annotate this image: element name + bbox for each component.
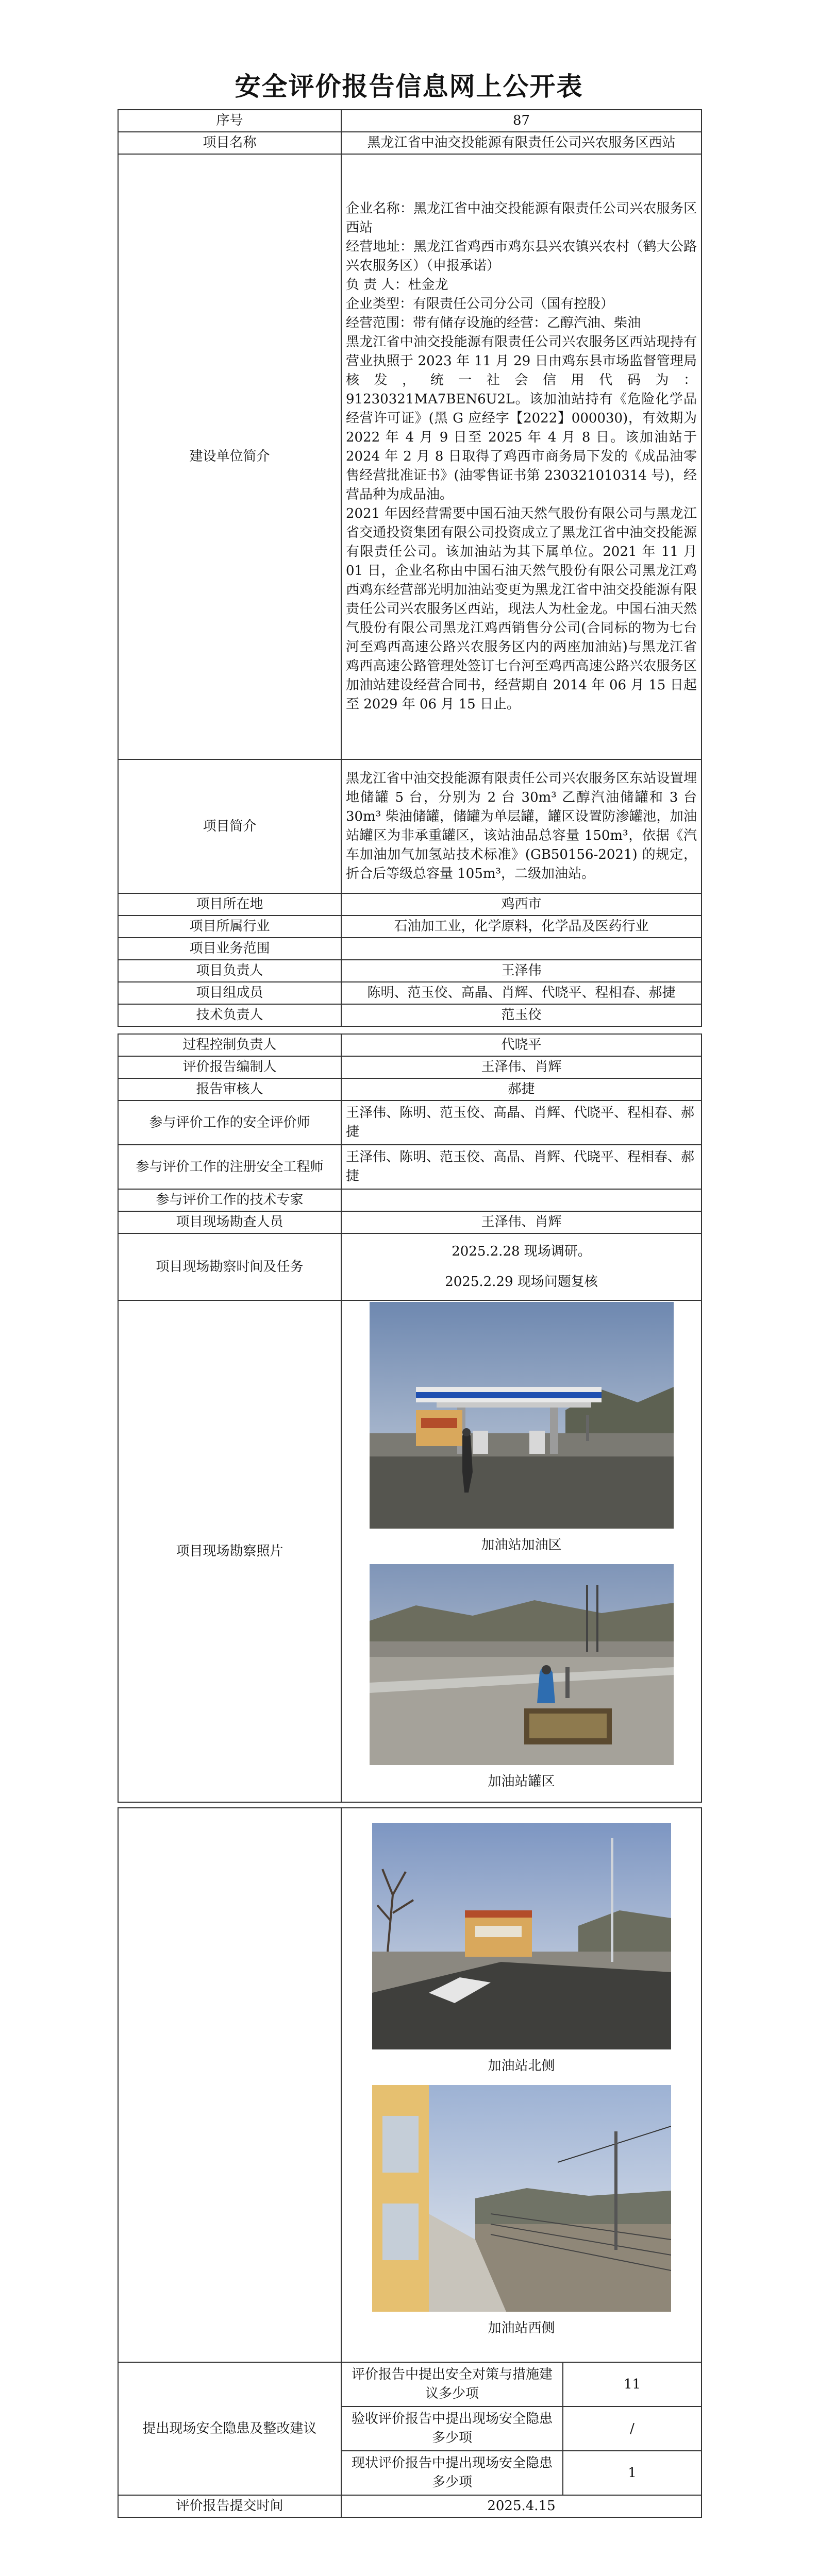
survey-line-1: 2025.2.28 现场调研。 [452, 1244, 591, 1259]
experts-value [341, 1189, 702, 1211]
engineers-value: 王泽伟、陈明、范玉佼、高晶、肖辉、代晓平、程相春、郝捷 [341, 1145, 702, 1189]
evaluators-value: 王泽伟、陈明、范玉佼、高晶、肖辉、代晓平、程相春、郝捷 [341, 1100, 702, 1145]
writers-label: 评价报告编制人 [118, 1056, 341, 1078]
photo-caption-north: 加油站北侧 [488, 2058, 555, 2074]
inspectors-value: 王泽伟、肖辉 [341, 1211, 702, 1233]
hazard-2-label: 验收评价报告中提出现场安全隐患多少项 [341, 2406, 563, 2451]
survey-time-value [341, 1233, 702, 1300]
photos-cell [341, 1300, 702, 1802]
intro-paragraph: 2021 年因经营需要中国石油天然气股份有限公司与黑龙江省交通投资集团有限公司投资成立了黑龙江省中油交投能源有限责任公司。该加油站为其下属单位。2021 年 11 月 01 日，企业名称由中国石油天然气股份有限公司黑龙江鸡西鸡东经营部光明加油站变更为黑龙江省中油交投能源有限责任公司兴农服务区西站，现法人为杜金龙。中国石油天然气股份有限公司黑龙江鸡西销售分公司(合同标的物为七台河至鸡西高速公路兴农服务区内的两座加油站)与黑龙江省鸡西高速公路管理处签订七台河至鸡西高速公路兴农服务区加油站建设经营合同书，经营期自 2014 年 06 月 15 日起至 2029 年 06 月 15 日止。 [346, 506, 697, 712]
hazard-3-value: 1 [563, 2451, 702, 2495]
writers-value: 王泽伟、肖辉 [341, 1056, 702, 1078]
inspectors-label: 项目现场勘查人员 [118, 1211, 341, 1233]
info-table-hazards [118, 1807, 702, 2518]
hazard-3-label: 现状评价报告中提出现场安全隐患多少项 [341, 2451, 563, 2495]
industry-value: 石油加工业，化学原料，化学品及医药行业 [341, 916, 702, 938]
photos-empty-label [118, 1808, 341, 2362]
intro-paragraph: 经营范围：带有储存设施的经营：乙醇汽油、柴油 [346, 315, 641, 331]
photos-label: 项目现场勘察照片 [118, 1300, 341, 1802]
location-label: 项目所在地 [118, 893, 341, 916]
scope-label: 项目业务范围 [118, 938, 341, 960]
submit-time-label: 评价报告提交时间 [118, 2495, 341, 2517]
photo-caption-tank: 加油站罐区 [488, 1774, 555, 1789]
photo-north-side [372, 1823, 671, 2049]
members-value: 陈明、范玉佼、高晶、肖辉、代晓平、程相春、郝捷 [341, 982, 702, 1004]
leader-label: 项目负责人 [118, 960, 341, 982]
page-title: 安全评价报告信息网上公开表 [235, 72, 583, 101]
industry-label: 项目所属行业 [118, 916, 341, 938]
project-name-value: 黑龙江省中油交投能源有限责任公司兴农服务区西站 [341, 132, 702, 154]
photo-tank-area [370, 1564, 674, 1765]
intro-paragraph: 企业类型：有限责任公司分公司（国有控股） [346, 296, 614, 312]
reviewer-value: 郝捷 [341, 1078, 702, 1100]
engineers-label: 参与评价工作的注册安全工程师 [118, 1145, 341, 1189]
intro-paragraph: 负 责 人：杜金龙 [346, 277, 448, 293]
photo-caption-west: 加油站西侧 [488, 2320, 555, 2336]
scope-value [341, 938, 702, 960]
intro-paragraph: 经营地址：黑龙江省鸡西市鸡东县兴农镇兴农村（鹤大公路兴农服务区）（申报承诺） [346, 239, 697, 274]
photos-cell-2 [341, 1808, 702, 2362]
intro-paragraph: 企业名称：黑龙江省中油交投能源有限责任公司兴农服务区西站 [346, 201, 697, 235]
intro-paragraph: 黑龙江省中油交投能源有限责任公司兴农服务区西站现持有营业执照于 2023 年 11 月 29 日由鸡东县市场监督管理局核发，统一社会信用代码为：91230321MA7BEN6U2L。该加油站持有《危险化学品经营许可证》(黑 G 应经字【2022】000030)，有效期为 2022 年 4 月 9 日至 2025 年 4 月 8 日。该加油站于 2024 年 2 月 8 日取得了鸡西市商务局下发的《成品油零售经营批准证书》(油零售证书第 230321010314 号)，经营品种为成品油。 [346, 334, 697, 502]
hazard-1-value: 11 [563, 2362, 702, 2406]
process-ctrl-value: 代晓平 [341, 1034, 702, 1056]
experts-label: 参与评价工作的技术专家 [118, 1189, 341, 1211]
info-table-basic [118, 109, 702, 1027]
evaluators-label: 参与评价工作的安全评价师 [118, 1100, 341, 1145]
reviewer-label: 报告审核人 [118, 1078, 341, 1100]
hazard-2-value: / [563, 2406, 702, 2451]
hazards-label: 提出现场安全隐患及整改建议 [118, 2362, 341, 2495]
photo-caption-fueling: 加油站加油区 [481, 1537, 562, 1553]
intro-label: 建设单位简介 [118, 154, 341, 759]
submit-time-value: 2025.4.15 [341, 2495, 702, 2517]
photo-west-side [372, 2085, 671, 2312]
photo-fueling-area [370, 1302, 674, 1529]
members-label: 项目组成员 [118, 982, 341, 1004]
info-table-personnel [118, 1033, 702, 1803]
project-intro-label: 项目简介 [118, 759, 341, 893]
tech-leader-value: 范玉佼 [341, 1004, 702, 1026]
seq-label: 序号 [118, 110, 341, 132]
project-name-label: 项目名称 [118, 132, 341, 154]
leader-value: 王泽伟 [341, 960, 702, 982]
tech-leader-label: 技术负责人 [118, 1004, 341, 1026]
project-intro-value: 黑龙江省中油交投能源有限责任公司兴农服务区东站设置埋地储罐 5 台，分别为 2 台 30m³ 乙醇汽油储罐和 3 台 30m³ 柴油储罐，储罐为单层罐，罐区设置防渗罐池，加油站罐区为非承重罐区，该站油品总容量 150m³，依据《汽车加油加气加氢站技术标准》(GB50156-2021) 的规定，折合后等级总容量 105m³，二级加油站。 [341, 759, 702, 893]
survey-time-label: 项目现场勘察时间及任务 [118, 1233, 341, 1300]
survey-line-2: 2025.2.29 现场问题复核 [445, 1274, 598, 1290]
intro-value [341, 154, 702, 759]
location-value: 鸡西市 [341, 893, 702, 916]
hazard-1-label: 评价报告中提出安全对策与措施建议多少项 [341, 2362, 563, 2406]
seq-value: 87 [341, 110, 702, 132]
process-ctrl-label: 过程控制负责人 [118, 1034, 341, 1056]
